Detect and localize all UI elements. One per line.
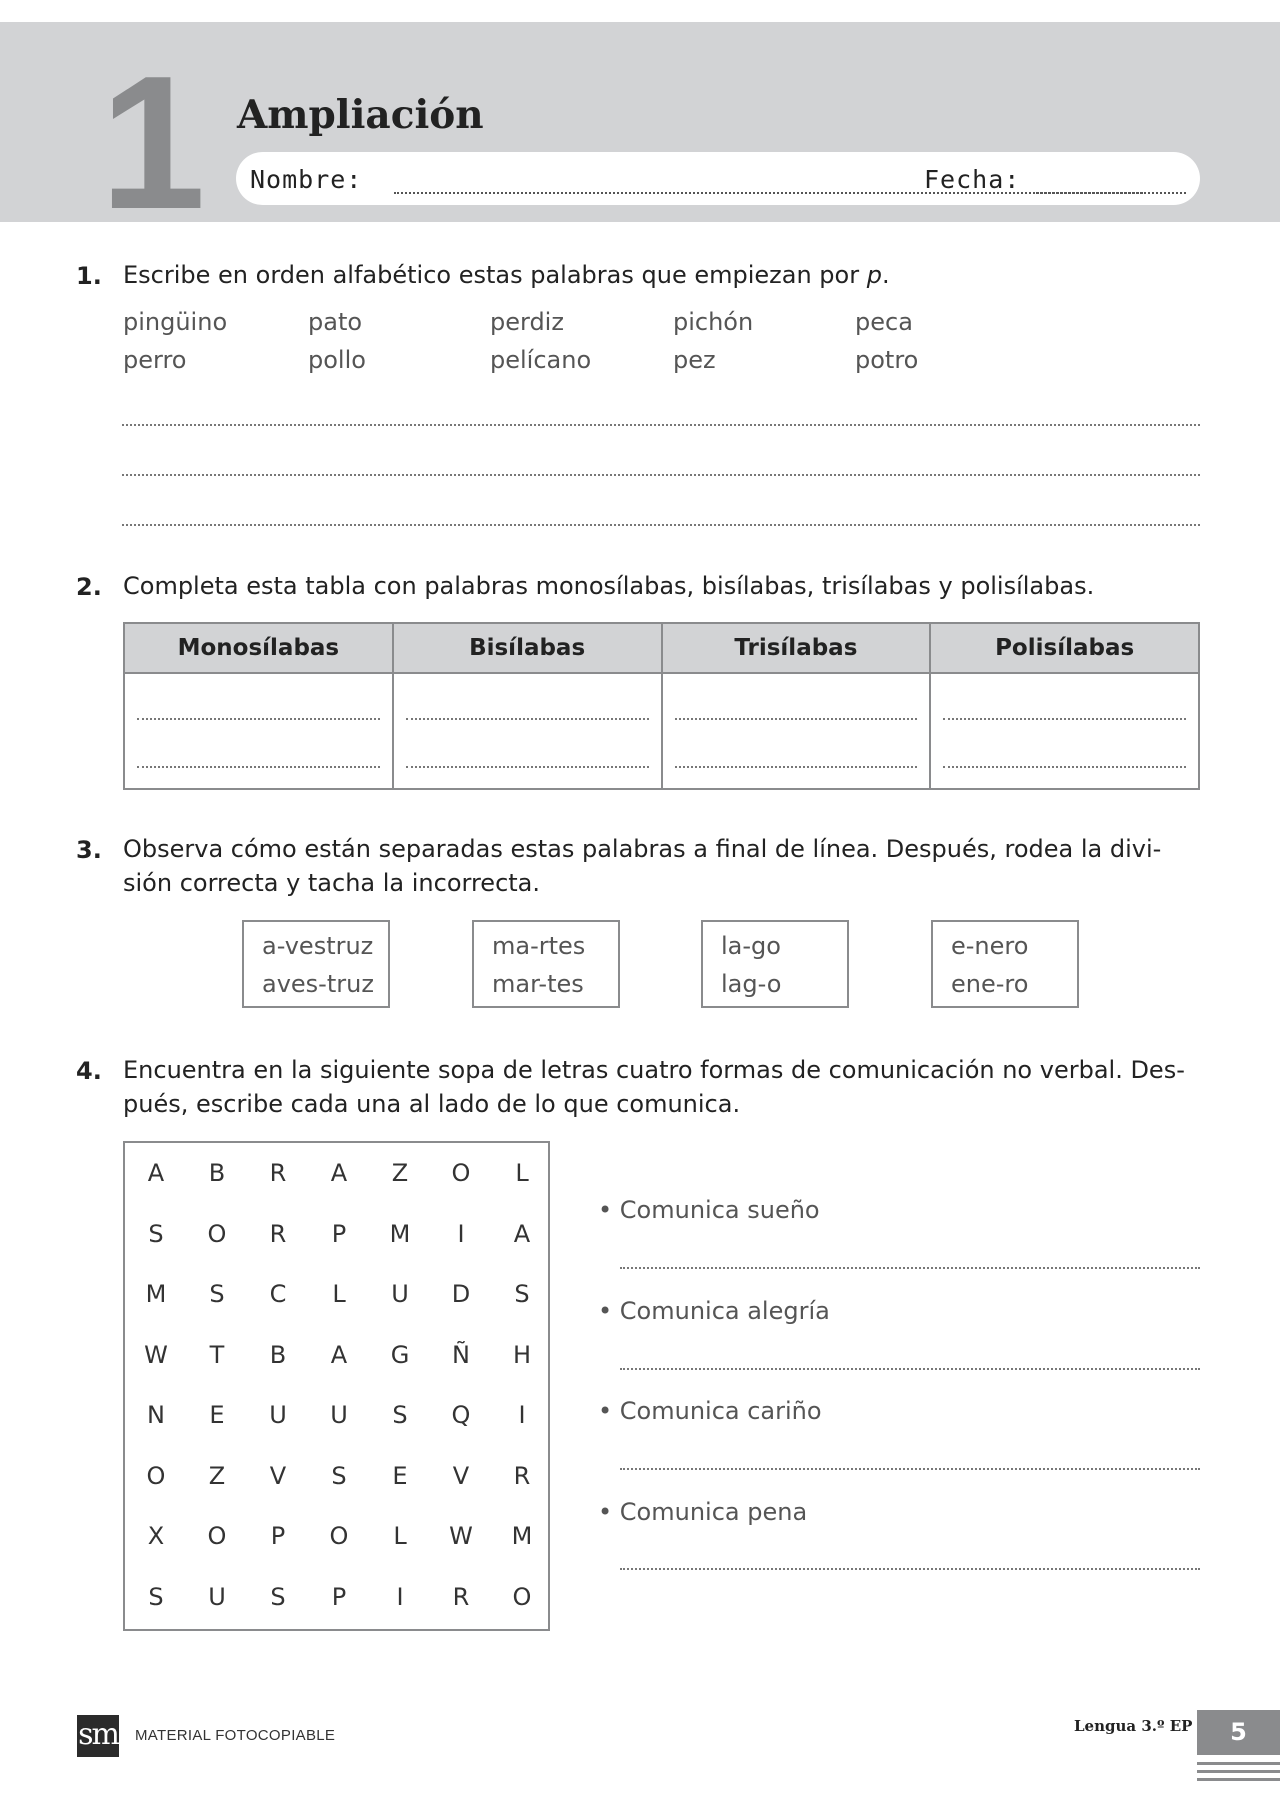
word-search-letter[interactable]: I xyxy=(457,1219,465,1248)
word-search-letter[interactable]: Q xyxy=(451,1401,471,1429)
word-search-letter[interactable]: Ñ xyxy=(452,1340,470,1369)
hyphenation-option[interactable]: ene-ro xyxy=(951,970,1029,998)
answer-line[interactable] xyxy=(122,424,1200,426)
word-search-letter[interactable]: R xyxy=(452,1582,470,1611)
publisher-logo: sm xyxy=(77,1715,119,1757)
word-search-letter[interactable]: U xyxy=(330,1401,348,1429)
word-search-letter[interactable]: L xyxy=(393,1522,407,1550)
exercise-4-instruction: Encuentra en la siguiente sopa de letras cuatro formas de comunicación no verbal. Des- pués, escribe cada una al lado de lo que comunica. xyxy=(123,1056,1185,1118)
word-search-letter[interactable]: L xyxy=(515,1159,529,1187)
word-search-letter[interactable]: P xyxy=(270,1522,286,1550)
word-search-letter[interactable]: B xyxy=(208,1159,226,1187)
word-search-letter[interactable]: V xyxy=(452,1461,470,1490)
word: perro xyxy=(123,346,187,374)
word-search-letter[interactable]: O xyxy=(146,1461,166,1490)
hyphenation-option[interactable]: a-vestruz xyxy=(262,932,374,960)
word-search-letter[interactable]: M xyxy=(389,1219,411,1248)
word-search-letter[interactable]: G xyxy=(390,1340,410,1369)
word-search-letter[interactable]: O xyxy=(512,1582,532,1611)
answer-line[interactable] xyxy=(620,1568,1200,1570)
column-header: Trisílabas xyxy=(662,623,931,673)
word-search-letter[interactable]: S xyxy=(392,1401,408,1429)
date-label: Fecha: xyxy=(924,165,1021,194)
exercise-4-number: 4. xyxy=(76,1057,102,1085)
hyphenation-box xyxy=(931,920,1079,1008)
word-search-letter[interactable]: S xyxy=(331,1461,347,1490)
hyphenation-box xyxy=(242,920,390,1008)
word-search-letter[interactable]: R xyxy=(269,1219,287,1248)
word-search-letter[interactable]: E xyxy=(209,1401,225,1429)
hyphenation-option[interactable]: la-go xyxy=(721,932,781,960)
answer-line[interactable] xyxy=(620,1368,1200,1370)
hyphenation-option[interactable]: aves-truz xyxy=(262,970,374,998)
word-search-letter[interactable]: S xyxy=(514,1280,530,1308)
syllable-table xyxy=(123,622,1200,790)
communication-item: • Comunica alegría xyxy=(598,1297,830,1325)
word: pollo xyxy=(308,346,366,374)
exercise-1-number: 1. xyxy=(76,262,102,290)
word-search-letter[interactable]: W xyxy=(144,1340,168,1369)
hyphenation-option[interactable]: lag-o xyxy=(721,970,782,998)
hyphenation-option[interactable]: mar-tes xyxy=(492,970,584,998)
word-search-letter[interactable]: T xyxy=(209,1340,225,1369)
word-search-letter[interactable]: N xyxy=(147,1401,165,1429)
word-search-letter[interactable]: A xyxy=(330,1340,348,1369)
unit-number: 1 xyxy=(100,37,200,249)
word-search-letter[interactable]: W xyxy=(449,1522,473,1550)
word-search-letter[interactable]: O xyxy=(207,1219,227,1248)
divider xyxy=(1197,1762,1280,1765)
word-search-letter[interactable]: E xyxy=(392,1461,408,1490)
word-search-letter[interactable]: S xyxy=(148,1219,164,1248)
word: pez xyxy=(673,346,716,374)
word-search-letter[interactable]: R xyxy=(269,1159,287,1187)
answer-line[interactable] xyxy=(122,524,1200,526)
word-search-letter[interactable]: A xyxy=(330,1159,348,1187)
word-search-letter[interactable]: I xyxy=(518,1401,526,1429)
answer-line[interactable] xyxy=(122,474,1200,476)
communication-item: • Comunica pena xyxy=(598,1498,808,1526)
word: perdiz xyxy=(490,308,564,336)
date-field[interactable] xyxy=(1036,192,1186,194)
name-label: Nombre: xyxy=(250,165,363,194)
column-header: Polisílabas xyxy=(930,623,1199,673)
section-title: Ampliación xyxy=(237,92,484,138)
word-search-letter[interactable]: D xyxy=(451,1280,471,1308)
word-search-letter[interactable]: U xyxy=(391,1280,409,1308)
answer-line[interactable] xyxy=(620,1468,1200,1470)
word-search-letter[interactable]: R xyxy=(513,1461,531,1490)
word-search-letter[interactable]: L xyxy=(332,1280,346,1308)
word-search-letter[interactable]: Z xyxy=(208,1461,226,1490)
word-search-letter[interactable]: P xyxy=(331,1582,347,1611)
word: potro xyxy=(855,346,919,374)
exercise-2-instruction: Completa esta tabla con palabras monosílabas, bisílabas, trisílabas y polisílabas. xyxy=(123,572,1095,600)
word-search-letter[interactable]: A xyxy=(513,1219,531,1248)
word-search-letter[interactable]: C xyxy=(269,1280,287,1308)
word-search-letter[interactable]: O xyxy=(207,1522,227,1550)
divider xyxy=(1197,1770,1280,1773)
communication-item: • Comunica sueño xyxy=(598,1196,820,1224)
answer-cell[interactable] xyxy=(662,673,931,789)
word-search-letter[interactable]: I xyxy=(396,1582,404,1611)
answer-cell[interactable] xyxy=(393,673,662,789)
word-search-grid xyxy=(123,1141,550,1631)
divider xyxy=(1197,1778,1280,1781)
word: peca xyxy=(855,308,913,336)
footer-label: MATERIAL FOTOCOPIABLE xyxy=(135,1727,336,1744)
word-search-letter[interactable]: X xyxy=(147,1522,165,1550)
exercise-1-instruction: Escribe en orden alfabético estas palabras que empiezan por p. xyxy=(123,261,890,289)
communication-item: • Comunica cariño xyxy=(598,1397,822,1425)
name-field[interactable] xyxy=(394,192,1146,194)
word-search-letter[interactable]: Z xyxy=(391,1159,409,1187)
word-search-letter[interactable]: S xyxy=(209,1280,225,1308)
hyphenation-option[interactable]: e-nero xyxy=(951,932,1029,960)
word-search-letter[interactable]: P xyxy=(331,1219,347,1248)
column-header: Bisílabas xyxy=(393,623,662,673)
name-date-bar xyxy=(236,152,1200,205)
word-search-letter[interactable]: M xyxy=(145,1280,167,1308)
word-search-letter[interactable]: V xyxy=(269,1461,287,1490)
word: pingüino xyxy=(123,308,228,336)
exercise-3-instruction: Observa cómo están separadas estas palabras a final de línea. Después, rodea la divi- sión correcta y tacha la incorrecta. xyxy=(123,835,1162,897)
word-search-letter[interactable]: U xyxy=(269,1401,287,1429)
exercise-2-number: 2. xyxy=(76,573,102,601)
word: pelícano xyxy=(490,346,592,374)
word-search-letter[interactable]: S xyxy=(148,1582,164,1611)
word-search-letter[interactable]: O xyxy=(451,1159,471,1187)
word-search-letter[interactable]: S xyxy=(270,1582,286,1611)
word-search-letter[interactable]: B xyxy=(269,1340,287,1369)
word: pichón xyxy=(673,308,754,336)
word-search-letter[interactable]: H xyxy=(512,1340,532,1369)
column-header: Monosílabas xyxy=(124,623,393,673)
word-search-letter[interactable]: U xyxy=(208,1582,226,1611)
hyphenation-option[interactable]: ma-rtes xyxy=(492,932,586,960)
word-search-letter[interactable]: A xyxy=(147,1159,165,1187)
hyphenation-box xyxy=(701,920,849,1008)
answer-cell[interactable] xyxy=(124,673,393,789)
word-search-letter[interactable]: O xyxy=(329,1522,349,1550)
answer-line[interactable] xyxy=(620,1267,1200,1269)
exercise-3-number: 3. xyxy=(76,836,102,864)
hyphenation-box xyxy=(472,920,620,1008)
answer-cell[interactable] xyxy=(930,673,1199,789)
word-search-letter[interactable]: M xyxy=(511,1522,533,1550)
page-number: 5 xyxy=(1197,1710,1280,1755)
footer-subject: Lengua 3.º EP xyxy=(1074,1717,1193,1735)
word: pato xyxy=(308,308,363,336)
